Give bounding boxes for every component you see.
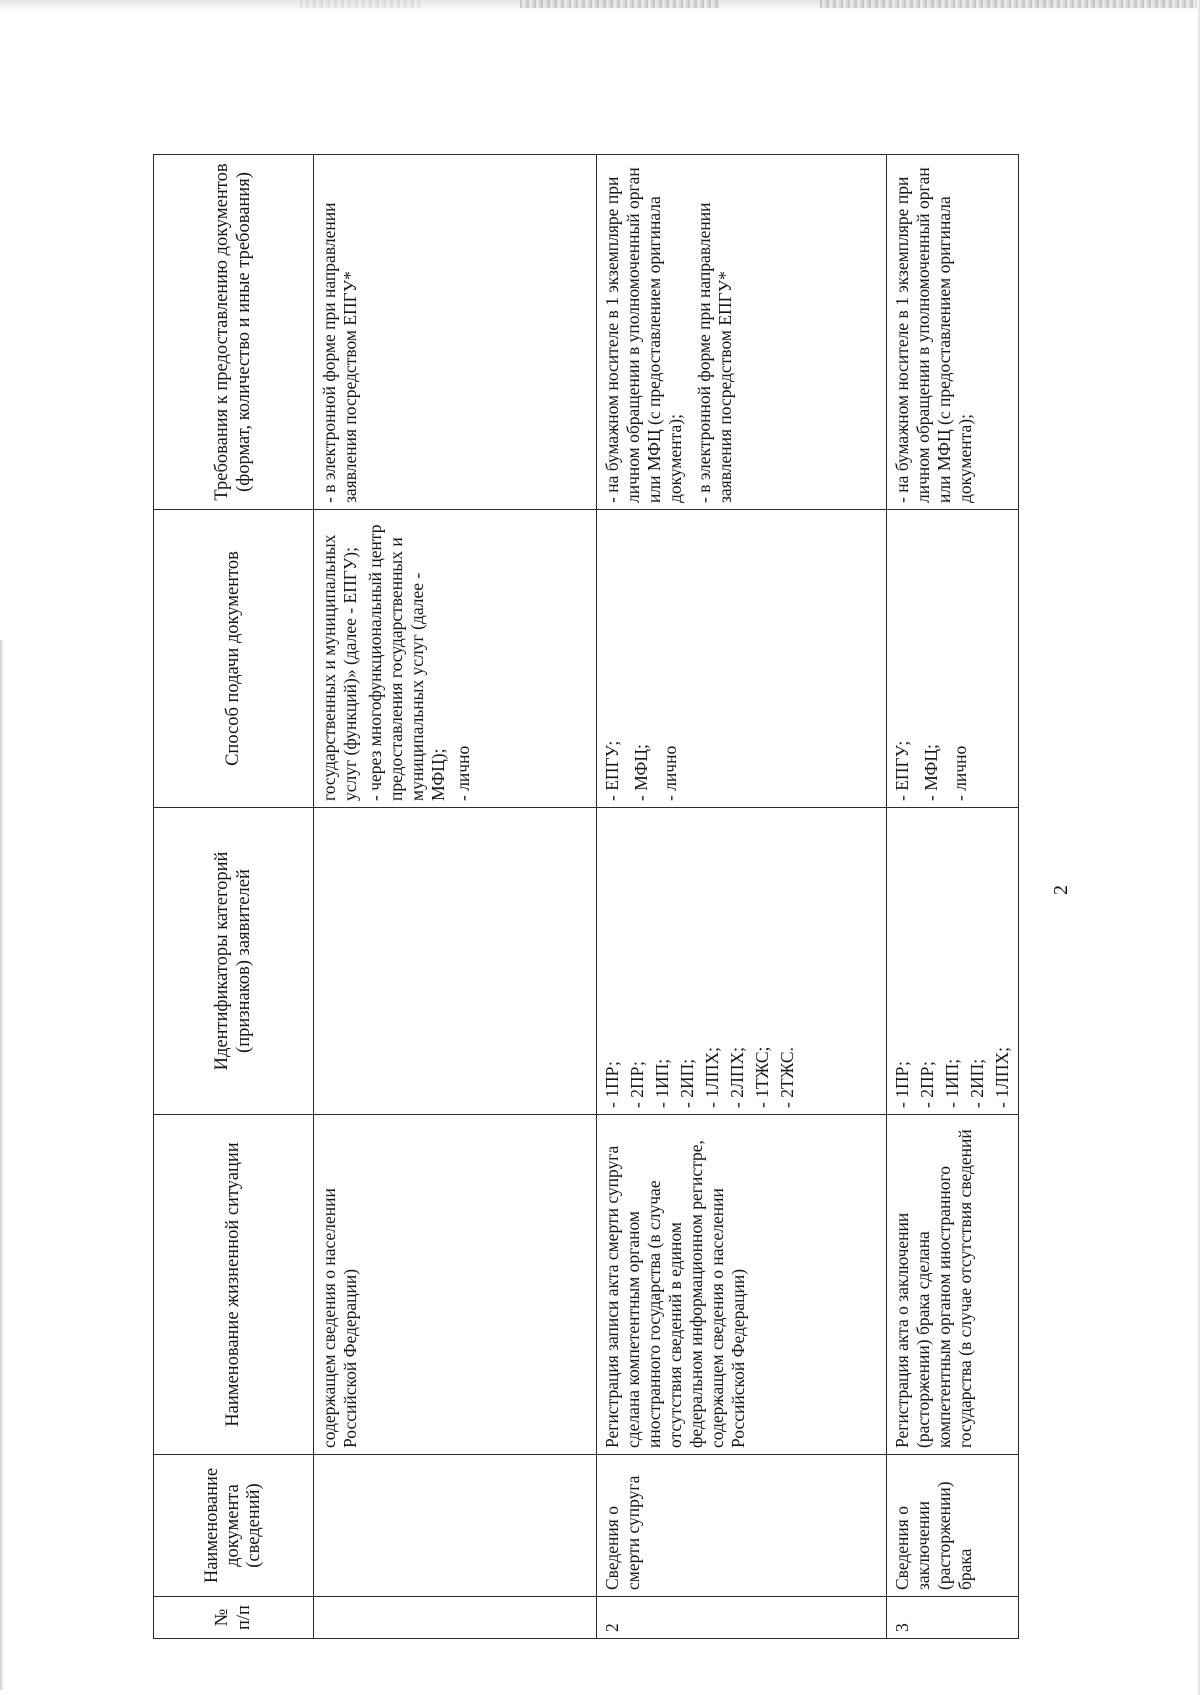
row-methods xyxy=(887,510,1019,808)
row-requirements xyxy=(597,155,887,510)
row-number xyxy=(314,1597,597,1639)
row-situation: Регистрация записи акта смерти супруга сделана компетентным органом иностранного государства (в случае отсутствия сведений в едином федеральном информационном регистре, содержащем сведения о населении Российской Федерации) xyxy=(597,1115,887,1455)
requirement-item: - в электронной форме при направлении заявления посредством ЕПГУ* xyxy=(694,202,735,503)
row-document-name xyxy=(314,1455,597,1597)
requirement-item: - на бумажном носителе в 1 экземпляре при личном обращении в уполномоченный орган или МФЦ (с предоставлением оригинала документа); xyxy=(602,167,685,503)
table-row xyxy=(887,155,1019,1639)
row-identifiers xyxy=(597,808,887,1115)
identifier-item: - 2ИП; xyxy=(967,1058,987,1108)
identifier-item: - 1ЛПХ; xyxy=(702,1047,722,1108)
header-situation: Наименование жизненной ситуации xyxy=(154,1115,314,1455)
method-item: - МФЦ; xyxy=(631,744,651,801)
scan-noise xyxy=(300,0,420,8)
requirement-item: - на бумажном носителе в 1 экземпляре при личном обращении в уполномоченный орган или МФЦ (с предоставлением оригинала документа); xyxy=(892,167,975,503)
identifier-item: - 1ИП; xyxy=(942,1058,962,1108)
header-requirements: Требования к предоставлению документов (формат, количество и иные требования) xyxy=(154,155,314,510)
row-requirements xyxy=(314,155,597,510)
header-submission-method: Способ подачи документов xyxy=(154,510,314,808)
rotated-page xyxy=(80,140,1140,1640)
identifier-item: - 2ПР; xyxy=(627,1061,647,1108)
identifier-item: - 2ТЖС. xyxy=(777,1047,797,1108)
identifier-item: - 2ЛПХ; xyxy=(727,1047,747,1108)
row-document-name: Сведения о смерти супруга xyxy=(597,1455,887,1597)
identifier-item: - 1ПР; xyxy=(892,1061,912,1108)
method-item: - лично xyxy=(453,745,473,801)
documents-table xyxy=(153,154,1019,1639)
row-identifiers xyxy=(887,808,1019,1115)
scan-noise xyxy=(820,0,1200,8)
method-item: - ЕПГУ; xyxy=(602,740,622,801)
row-situation: Регистрация акта о заключении (расторжении) брака сделана компетентным органом иностранного государства (в случае отсутствия сведений xyxy=(887,1115,1019,1455)
identifier-item: - 2ПР; xyxy=(917,1061,937,1108)
header-document-name: Наименование документа (сведений) xyxy=(154,1455,314,1597)
method-item: - лично xyxy=(950,745,970,801)
method-item: - лично xyxy=(660,745,680,801)
method-item: - ЕПГУ; xyxy=(892,740,912,801)
scan-noise xyxy=(520,0,720,8)
row-identifiers xyxy=(314,808,597,1115)
scan-edge-left xyxy=(0,640,4,1690)
table-header-row xyxy=(154,155,314,1639)
identifier-item: - 2ИП; xyxy=(677,1058,697,1108)
method-item: государственных и муниципальных услуг (функций)» (далее - ЕПГУ); xyxy=(319,534,360,801)
row-number: 2 xyxy=(597,1597,887,1639)
header-number: № п/п xyxy=(154,1597,314,1639)
table-row xyxy=(314,155,597,1639)
row-document-name: Сведения о заключении (расторжении) брака xyxy=(887,1455,1019,1597)
row-methods xyxy=(597,510,887,808)
row-number: 3 xyxy=(887,1597,1019,1639)
identifier-item: - 1ИП; xyxy=(652,1058,672,1108)
row-situation: содержащем сведения о населении Российской Федерации) xyxy=(314,1115,597,1455)
requirement-item: - в электронной форме при направлении заявления посредством ЕПГУ* xyxy=(319,202,360,503)
page-number: 2 xyxy=(1050,885,1072,895)
method-item: - МФЦ; xyxy=(921,744,941,801)
table-row xyxy=(597,155,887,1639)
row-requirements xyxy=(887,155,1019,510)
header-identifiers: Идентификаторы категорий (признаков) заявителей xyxy=(154,808,314,1115)
row-methods xyxy=(314,510,597,808)
identifier-item: - 1ПР; xyxy=(602,1061,622,1108)
method-item: - через многофункциональный центр предоставления государственных и муниципальных услуг (далее - МФЦ); xyxy=(365,524,448,801)
identifier-item: - 1ЛПХ; xyxy=(992,1047,1012,1108)
identifier-item: - 1ТЖС; xyxy=(752,1046,772,1108)
